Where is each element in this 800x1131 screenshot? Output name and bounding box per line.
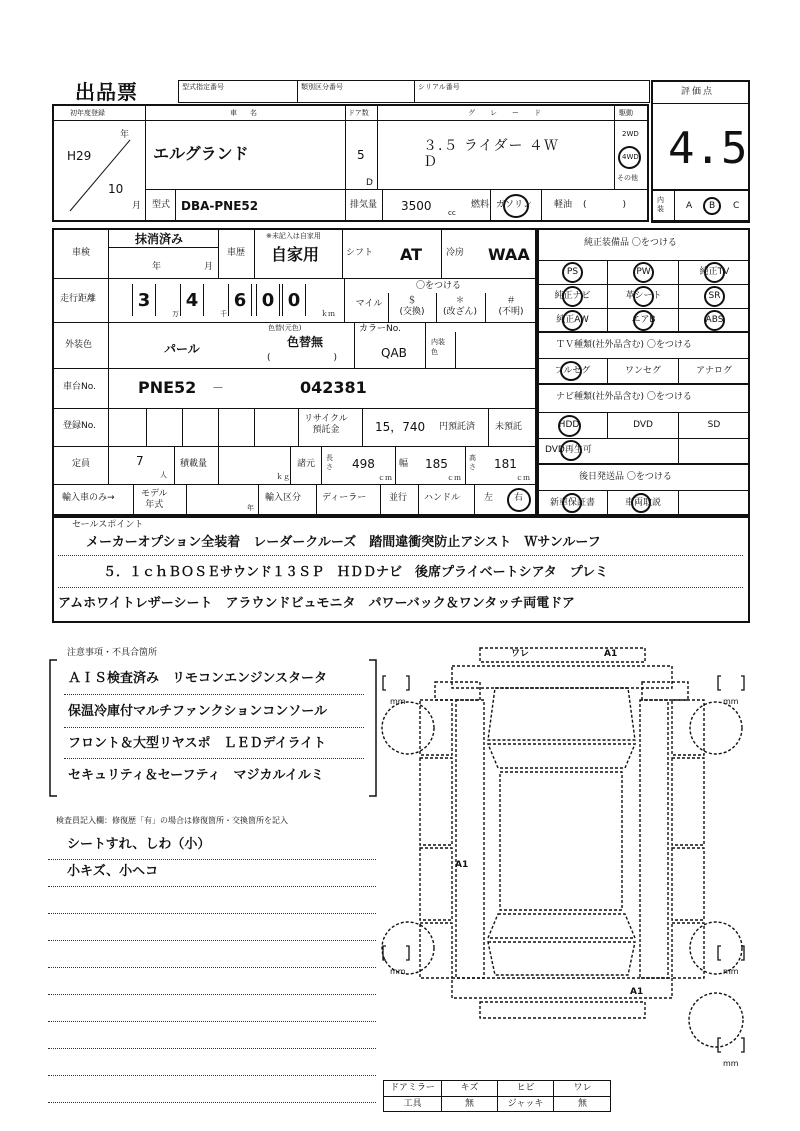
handle-right: 右 <box>514 493 524 503</box>
car-diagram <box>380 640 760 1085</box>
model-designation-label: 型式指定番号 <box>182 83 224 91</box>
model-type: DBA-PNE52 <box>181 199 259 213</box>
equipment-item: 革シート <box>625 291 662 301</box>
score-value: 4.5 <box>668 123 748 174</box>
tv-title: ＴＶ種類(社外品含む) 〇をつける <box>556 340 692 350</box>
color-no: QAB <box>381 346 407 360</box>
first-reg-label: 初年度登録 <box>70 109 105 117</box>
equipment-circle <box>633 286 654 307</box>
displacement: 3500 <box>401 199 432 213</box>
equipment-item: 純正ナビ <box>554 291 591 301</box>
equipment-item: ABS <box>705 315 724 325</box>
fuel-gasoline: ガソリン <box>496 200 533 210</box>
chassis-prefix: PNE52 <box>138 378 197 397</box>
handle-right-circle <box>507 488 531 512</box>
first-reg-month: 10 <box>108 182 124 196</box>
mileage-digit: 4 <box>180 284 204 316</box>
later-warranty-circle <box>562 493 582 513</box>
fuel-circle <box>503 194 529 218</box>
navi-title: ナビ種類(社外品含む) 〇をつける <box>556 392 692 402</box>
notes-line-1: ＡＩＳ検査済み リモコンエンジンスタータ <box>68 671 327 686</box>
mileage-digit: 0 <box>282 284 306 316</box>
sales-points-label: セールスポイント <box>72 520 144 530</box>
ac-value: WAA <box>488 245 530 264</box>
category-label: 類別区分番号 <box>301 83 343 91</box>
mileage-digit: 6 <box>228 284 252 316</box>
chassis-number: 042381 <box>300 378 367 397</box>
grade-line2: Ｄ <box>423 154 437 170</box>
equipment-circle <box>633 310 654 331</box>
equipment-item: エアB <box>631 315 656 325</box>
equipment-item: 純正TV <box>699 267 730 277</box>
recycle-value: 15，740 <box>375 420 426 434</box>
equipment-item: 純正AW <box>556 315 589 325</box>
inspector-label: 検査員記入欄：修復歴「有」の場合は修復箇所・交換箇所を記入 <box>56 816 288 825</box>
capacity-value: 7 <box>136 454 144 468</box>
height-value: 181 <box>494 457 517 471</box>
notes-line-2: 保温冷庫付マルチファンクションコンソール <box>68 704 327 719</box>
sales-line-2: ５．１ｃｈＢＯＳＥサウンド１３ＳＰ ＨＤＤナビ 後席プライベートシアタ プレミ <box>103 565 609 580</box>
notes-line-4: セキュリティ＆セーフティ マジカルイルミ <box>68 768 324 783</box>
equipment-circle <box>562 310 583 331</box>
doors-value: 5 <box>357 148 365 162</box>
later-manual-circle <box>631 493 651 513</box>
interior-b-circle <box>703 197 721 215</box>
mileage-digit: 3 <box>132 284 156 316</box>
drive-4wd-circle <box>618 146 641 169</box>
tv-fullseg-circle <box>560 361 582 381</box>
reg-slash <box>60 135 140 215</box>
equipment-circle <box>704 310 725 331</box>
mileage-digit: 0 <box>256 284 280 316</box>
side-mark: A1 <box>455 860 469 870</box>
equipment-circle <box>633 262 654 283</box>
equipment-item: SR <box>708 291 721 301</box>
history-value: 自家用 <box>271 245 320 264</box>
sales-line-1: メーカーオプション全装着 レーダークルーズ 踏間違衝突防止アシスト Ｗサンルーフ <box>86 535 601 550</box>
front-mark-2: A1 <box>604 649 618 659</box>
form-title: 出品票 <box>75 80 138 104</box>
equipment-item: PW <box>636 267 651 277</box>
length-value: 498 <box>352 457 375 471</box>
color-value: パール <box>164 342 200 356</box>
car-name: エルグランド <box>153 144 249 163</box>
front-mark-1: ワレ <box>511 649 530 659</box>
notes-label: 注意事項・不具合箇所 <box>67 648 158 658</box>
score-title: 評価点 <box>681 87 715 97</box>
width-value: 185 <box>425 457 448 471</box>
repaint-value: 色替無 <box>287 335 324 349</box>
equipment-title: 純正装備品 〇をつける <box>584 238 677 248</box>
navi-hdd-circle <box>558 415 581 437</box>
drive-4wd: 4WD <box>622 153 639 161</box>
serial-label: シリアル番号 <box>418 83 460 91</box>
rear-mark: A1 <box>630 987 644 997</box>
notes-line-3: フロント＆大型リヤスポ ＬＥＤデイライト <box>68 736 327 751</box>
shift-value: AT <box>400 245 423 264</box>
first-reg-year: H29 <box>67 149 92 163</box>
equipment-circle <box>704 262 725 283</box>
inspector-line: 小キズ、小ヘコ <box>67 864 159 879</box>
inspection-value: 抹消済み <box>135 232 184 246</box>
grade-line1: ３.５ ライダー ４Ｗ <box>423 138 559 154</box>
equipment-circle <box>562 286 583 307</box>
equipment-item: PS <box>566 267 579 277</box>
equipment-circle <box>562 262 583 283</box>
equipment-circle <box>704 286 725 307</box>
later-title: 後日発送品 〇をつける <box>579 472 672 482</box>
inspector-line: シートすれ、しわ（小） <box>67 837 211 852</box>
sales-line-3: アムホワイトレザーシート アラウンドビュモニタ パワーバック＆ワンタッチ両電ドア <box>58 596 575 611</box>
navi-dvd-circle <box>560 440 582 461</box>
